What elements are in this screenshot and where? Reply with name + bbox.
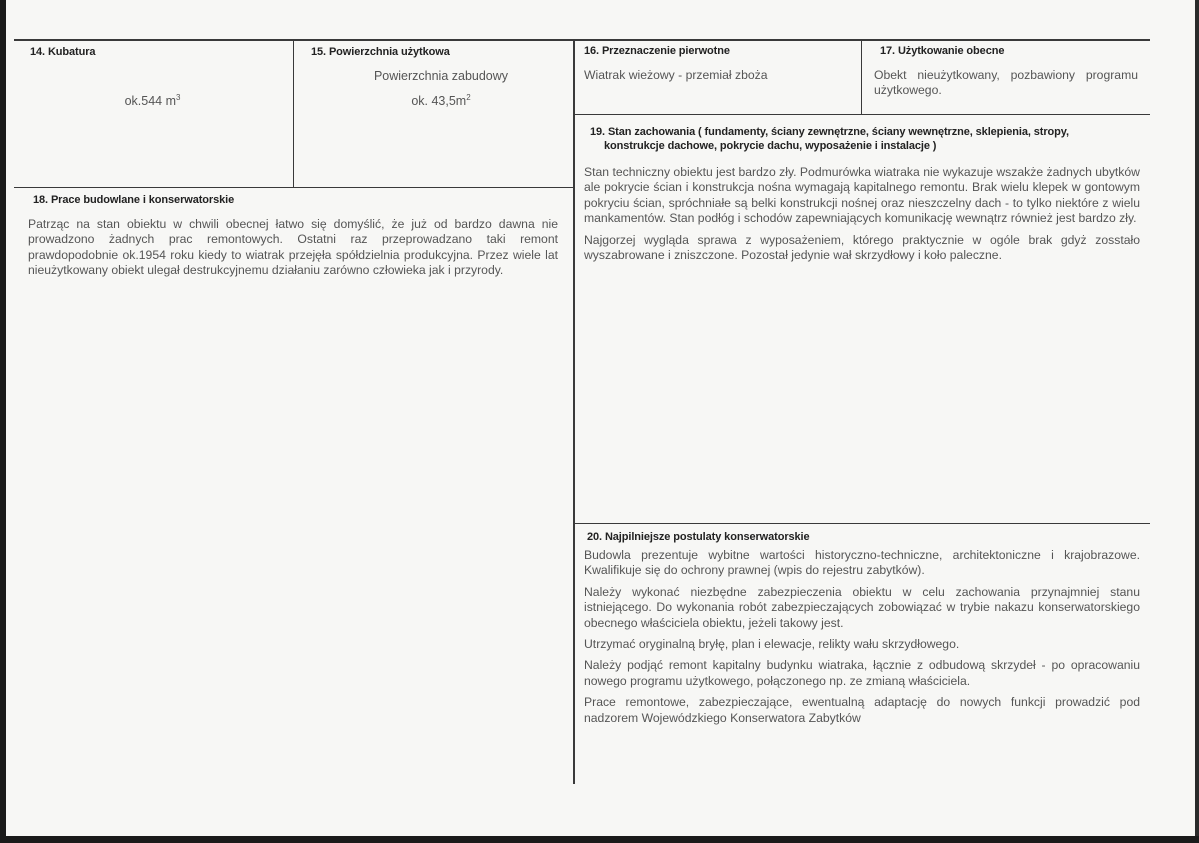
section-20-postulaty xyxy=(584,530,1140,780)
center-divider xyxy=(573,40,575,784)
section-16-text: Wiatrak wieżowy - przemiał zboża xyxy=(584,68,768,82)
section-15-heading: 15. Powierzchnia użytkowa xyxy=(311,46,450,58)
scan-border-left xyxy=(0,0,6,843)
section-16-heading: 16. Przeznaczenie pierwotne xyxy=(584,45,730,57)
section-14-kubatura xyxy=(30,45,290,185)
rule-above-18 xyxy=(14,187,574,188)
section-19-heading-line2: konstrukcje dachowe, pokrycie dachu, wyposażenie i instalacje ) xyxy=(604,140,937,152)
divider-16-17 xyxy=(861,40,862,115)
divider-14-15 xyxy=(293,40,294,187)
kubatura-value: ok.544 m xyxy=(124,94,176,109)
rule-above-20 xyxy=(574,523,1150,524)
scan-border-bottom xyxy=(0,836,1199,843)
kubatura-unit-exponent: 3 xyxy=(175,93,181,102)
section-20-paragraph: Budowla prezentuje wybitne wartości historyczno-techniczne, architektoniczne i krajobrazowe. Kwalifikuje się do ochrony prawnej (wpis do rejestru zabytków). xyxy=(584,548,1140,578)
section-15-label: Powierzchnia zabudowy xyxy=(373,69,509,83)
section-20-paragraph: Należy podjąć remont kapitalny budynku wiatraka, łącznie z odbudową skrzydeł - po opracowaniu nowego programu użytkowego, połączonego np. ze zmianą właściciela. xyxy=(584,658,1140,688)
powierzchnia-unit-exponent: 2 xyxy=(466,93,471,102)
powierzchnia-value: ok. 43,5m xyxy=(411,94,467,109)
section-18-text: Patrząc na stan obiektu w chwili obecnej łatwo się domyślić, że już od bardzo dawna nie prowadzono żadnych prac remontowych. Ostatni raz przeprowadzano taki remont prawdopodobnie ok.1954 roku kiedy to wiatrak przejęła spółdzielnia produkcyjna. Przez wiele lat nieużytkowany obiekt ulegał destrukcyjnemu działaniu zarówno człowieka jak i przyrody. xyxy=(28,217,558,278)
top-rule xyxy=(14,39,1150,41)
section-20-paragraph: Prace remontowe, zabezpieczające, ewentualną adaptację do nowych funkcji prowadzić pod nadzorem Wojewódzkiego Konserwatora Zabytków xyxy=(584,695,1140,725)
section-19-paragraph: Stan techniczny obiektu jest bardzo zły. Podmurówka wiatraka nie wykazuje wszakże żadnych ubytków ale pokrycie ścian i konstrukcja nośna wymagają kapitalnego remontu. Brak wielu klepek w gontowym pokryciu ścian, spróchniałe są belki konstrukcji nośnej oraz nieszczelny dach - to tylko niektóre z wielu mankamentów. Stan podłóg i schodów zapewniających komunikację wewnątrz również jest bardzo zły. xyxy=(584,165,1140,226)
section-14-heading: 14. Kubatura xyxy=(30,46,96,58)
section-20-paragraph: Należy wykonać niezbędne zabezpieczenia obiektu w celu zachowania przynajmniej stanu istniejącego. Do wykonania robót zabezpieczających zobowiązać w trybie nakazu konserwatorskiego obecnego właściciela obiektu, jeżeli takowy jest. xyxy=(584,584,1140,630)
scan-border-right xyxy=(1195,0,1199,843)
section-14-value xyxy=(30,93,275,108)
section-17-heading: 17. Użytkowanie obecne xyxy=(880,45,1005,57)
section-17-uzytkowanie xyxy=(874,44,1138,112)
section-20-paragraph: Utrzymać oryginalną bryłę, plan i elewacje, relikty wału skrzydłowego. xyxy=(584,637,960,652)
section-15-powierzchnia xyxy=(311,45,571,185)
section-16-przeznaczenie xyxy=(584,44,856,112)
section-20-heading: 20. Najpilniejsze postulaty konserwatorskie xyxy=(587,531,810,543)
section-19-stan-zachowania xyxy=(584,125,1140,515)
section-19-heading-line1: 19. Stan zachowania ( fundamenty, ściany zewnętrzne, ściany wewnętrzne, sklepienia, stropy, xyxy=(590,126,1069,138)
section-17-text: Obekt nieużytkowany, pozbawiony programu użytkowego. xyxy=(874,68,1138,98)
section-18-prace xyxy=(30,193,558,513)
section-15-value xyxy=(311,93,571,108)
section-19-paragraph: Najgorzej wygląda sprawa z wyposażeniem, którego praktycznie w ogóle brak gdyż zosstało wyszabrowane i zniszczone. Pozostał jedynie wał skrzydłowy i koło paleczne. xyxy=(584,232,1140,263)
rule-below-16-17 xyxy=(574,114,1150,115)
section-18-heading: 18. Prace budowlane i konserwatorskie xyxy=(33,194,235,206)
